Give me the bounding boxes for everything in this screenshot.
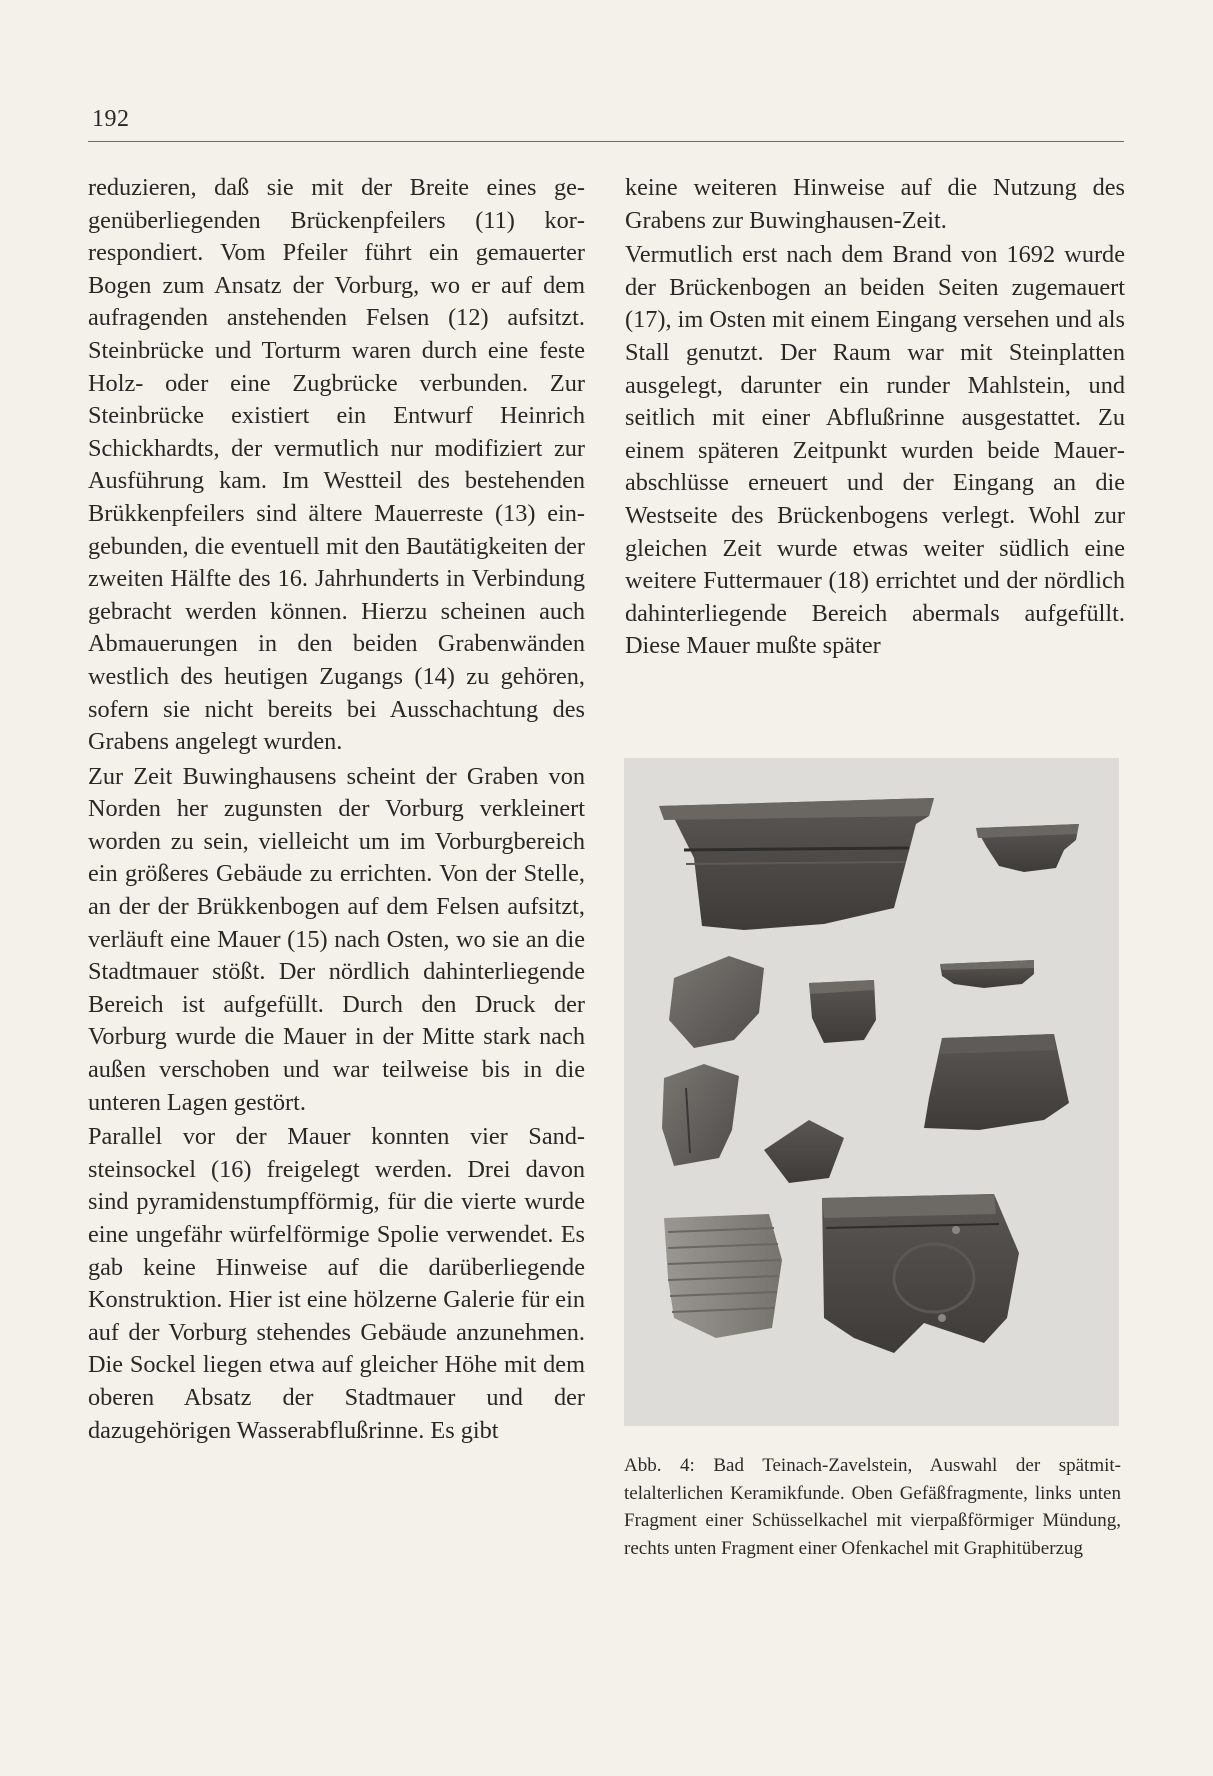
right-text-column <box>625 172 1125 663</box>
paragraph: Parallel vor der Mauer konnten vier Sandsteinsockel (16) freigelegt werden. Drei davon sind pyramidenstumpfförmig, für die vierte wurde eine ungefähr würfelförmige Spolie verwendet. Es gab keine Hinweise auf die darüberliegende Konstruktion. Hier ist eine hölzerne Galerie für ein auf der Vorburg stehendes Gebäude anzunehmen. Die Sockel liegen etwa auf gleicher Höhe mit dem oberen Absatz der Stadtmauer und der dazugehörigen Wasserabflußrinne. Es gibt <box>88 1123 585 1444</box>
stove-tile-fragment <box>664 1214 782 1338</box>
paragraph: Vermutlich erst nach dem Brand von 1692 wurde der Brückenbogen an beiden Seiten zugemauert (17), im Osten mit einem Eingang versehen und als Stall genutzt. Der Raum war mit Steinplatten ausgelegt, darunter ein runder Mahlstein, und seitlich mit einer Abflußrinne ausgestattet. Zu einem späteren Zeitpunkt wurden beide Mauerabschlüsse erneuert und der Eingang an die Westseite des Brückenbogens verlegt. Wohl zur gleichen Zeit wurde etwas weiter südlich eine weitere Futtermauer (18) errichtet und der nördlich dahinterliegende Bereich abermals aufgefüllt. Diese Mauer mußte später <box>625 241 1125 660</box>
paragraph: keine weiteren Hinweise auf die Nutzung des Grabens zur Buwinghausen-Zeit. <box>625 174 1125 234</box>
ceramic-finds-photo <box>624 758 1119 1426</box>
ceramic-finds-illustration <box>624 758 1119 1426</box>
vessel-fragment <box>976 824 1079 872</box>
vessel-fragment <box>662 1064 739 1166</box>
paragraph: Zur Zeit Buwinghausens scheint der Graben von Norden her zugunsten der Vorburg verkleinert worden zu sein, vielleicht um im Vorburgbereich ein größeres Gebäude zu errichten. Von der Stelle, an der der Brükkenbogen auf dem Felsen aufsitzt, verläuft eine Mauer (15) nach Osten, wo sie an die Stadtmauer stößt. Der nördlich dahinterliegende Bereich ist aufgefüllt. Durch den Druck der Vorburg wurde die Mauer in der Mitte stark nach außen verschoben und war teilweise bis in die unteren Lagen gestört. <box>88 762 585 1116</box>
left-text-column <box>88 172 585 1447</box>
page-number: 192 <box>92 106 130 132</box>
vessel-fragment <box>940 960 1034 988</box>
vessel-fragment <box>809 980 876 1043</box>
caption-text: Abb. 4: Bad Teinach-Zavelstein, Auswahl der spätmittelalterlichen Keramikfunde. Oben Gefäßfragmente, links unten Fragment einer Schüsselkachel mit vierpaßförmiger Mündung, rechts unten Fragment einer Ofenkachel mit Graphitüberzug <box>624 1455 1121 1559</box>
paragraph: reduzieren, daß sie mit der Breite eines gegenüberliegenden Brückenpfeilers (11) korrespondiert. Vom Pfeiler führt ein gemauerter Bogen zum Ansatz der Vorburg, wo er auf dem aufragenden anstehenden Felsen (12) aufsitzt. Steinbrücke und Torturm waren durch eine feste Holz- oder eine Zugbrücke verbunden. Zur Steinbrücke existiert ein Entwurf Heinrich Schickhardts, der vermutlich nur modifiziert zur Ausführung kam. Im Westteil des bestehenden Brükkenpfeilers sind ältere Mauerreste (13) eingebunden, die eventuell mit den Bautätigkeiten der zweiten Hälfte des 16. Jahrhunderts in Verbindung gebracht werden können. Hierzu scheinen auch Abmauerungen in den beiden Grabenwänden westlich des heutigen Zugangs (14) zu gehören, sofern sie nicht bereits bei Ausschachtung des Grabens angelegt wurden. <box>88 174 585 756</box>
vessel-fragment <box>764 1120 844 1183</box>
vessel-fragment <box>669 956 764 1048</box>
header-rule <box>88 141 1124 142</box>
vessel-fragment <box>924 1034 1069 1130</box>
stove-tile-fragment <box>822 1194 1019 1353</box>
figure-caption <box>624 1452 1121 1562</box>
vessel-fragment <box>659 798 934 930</box>
